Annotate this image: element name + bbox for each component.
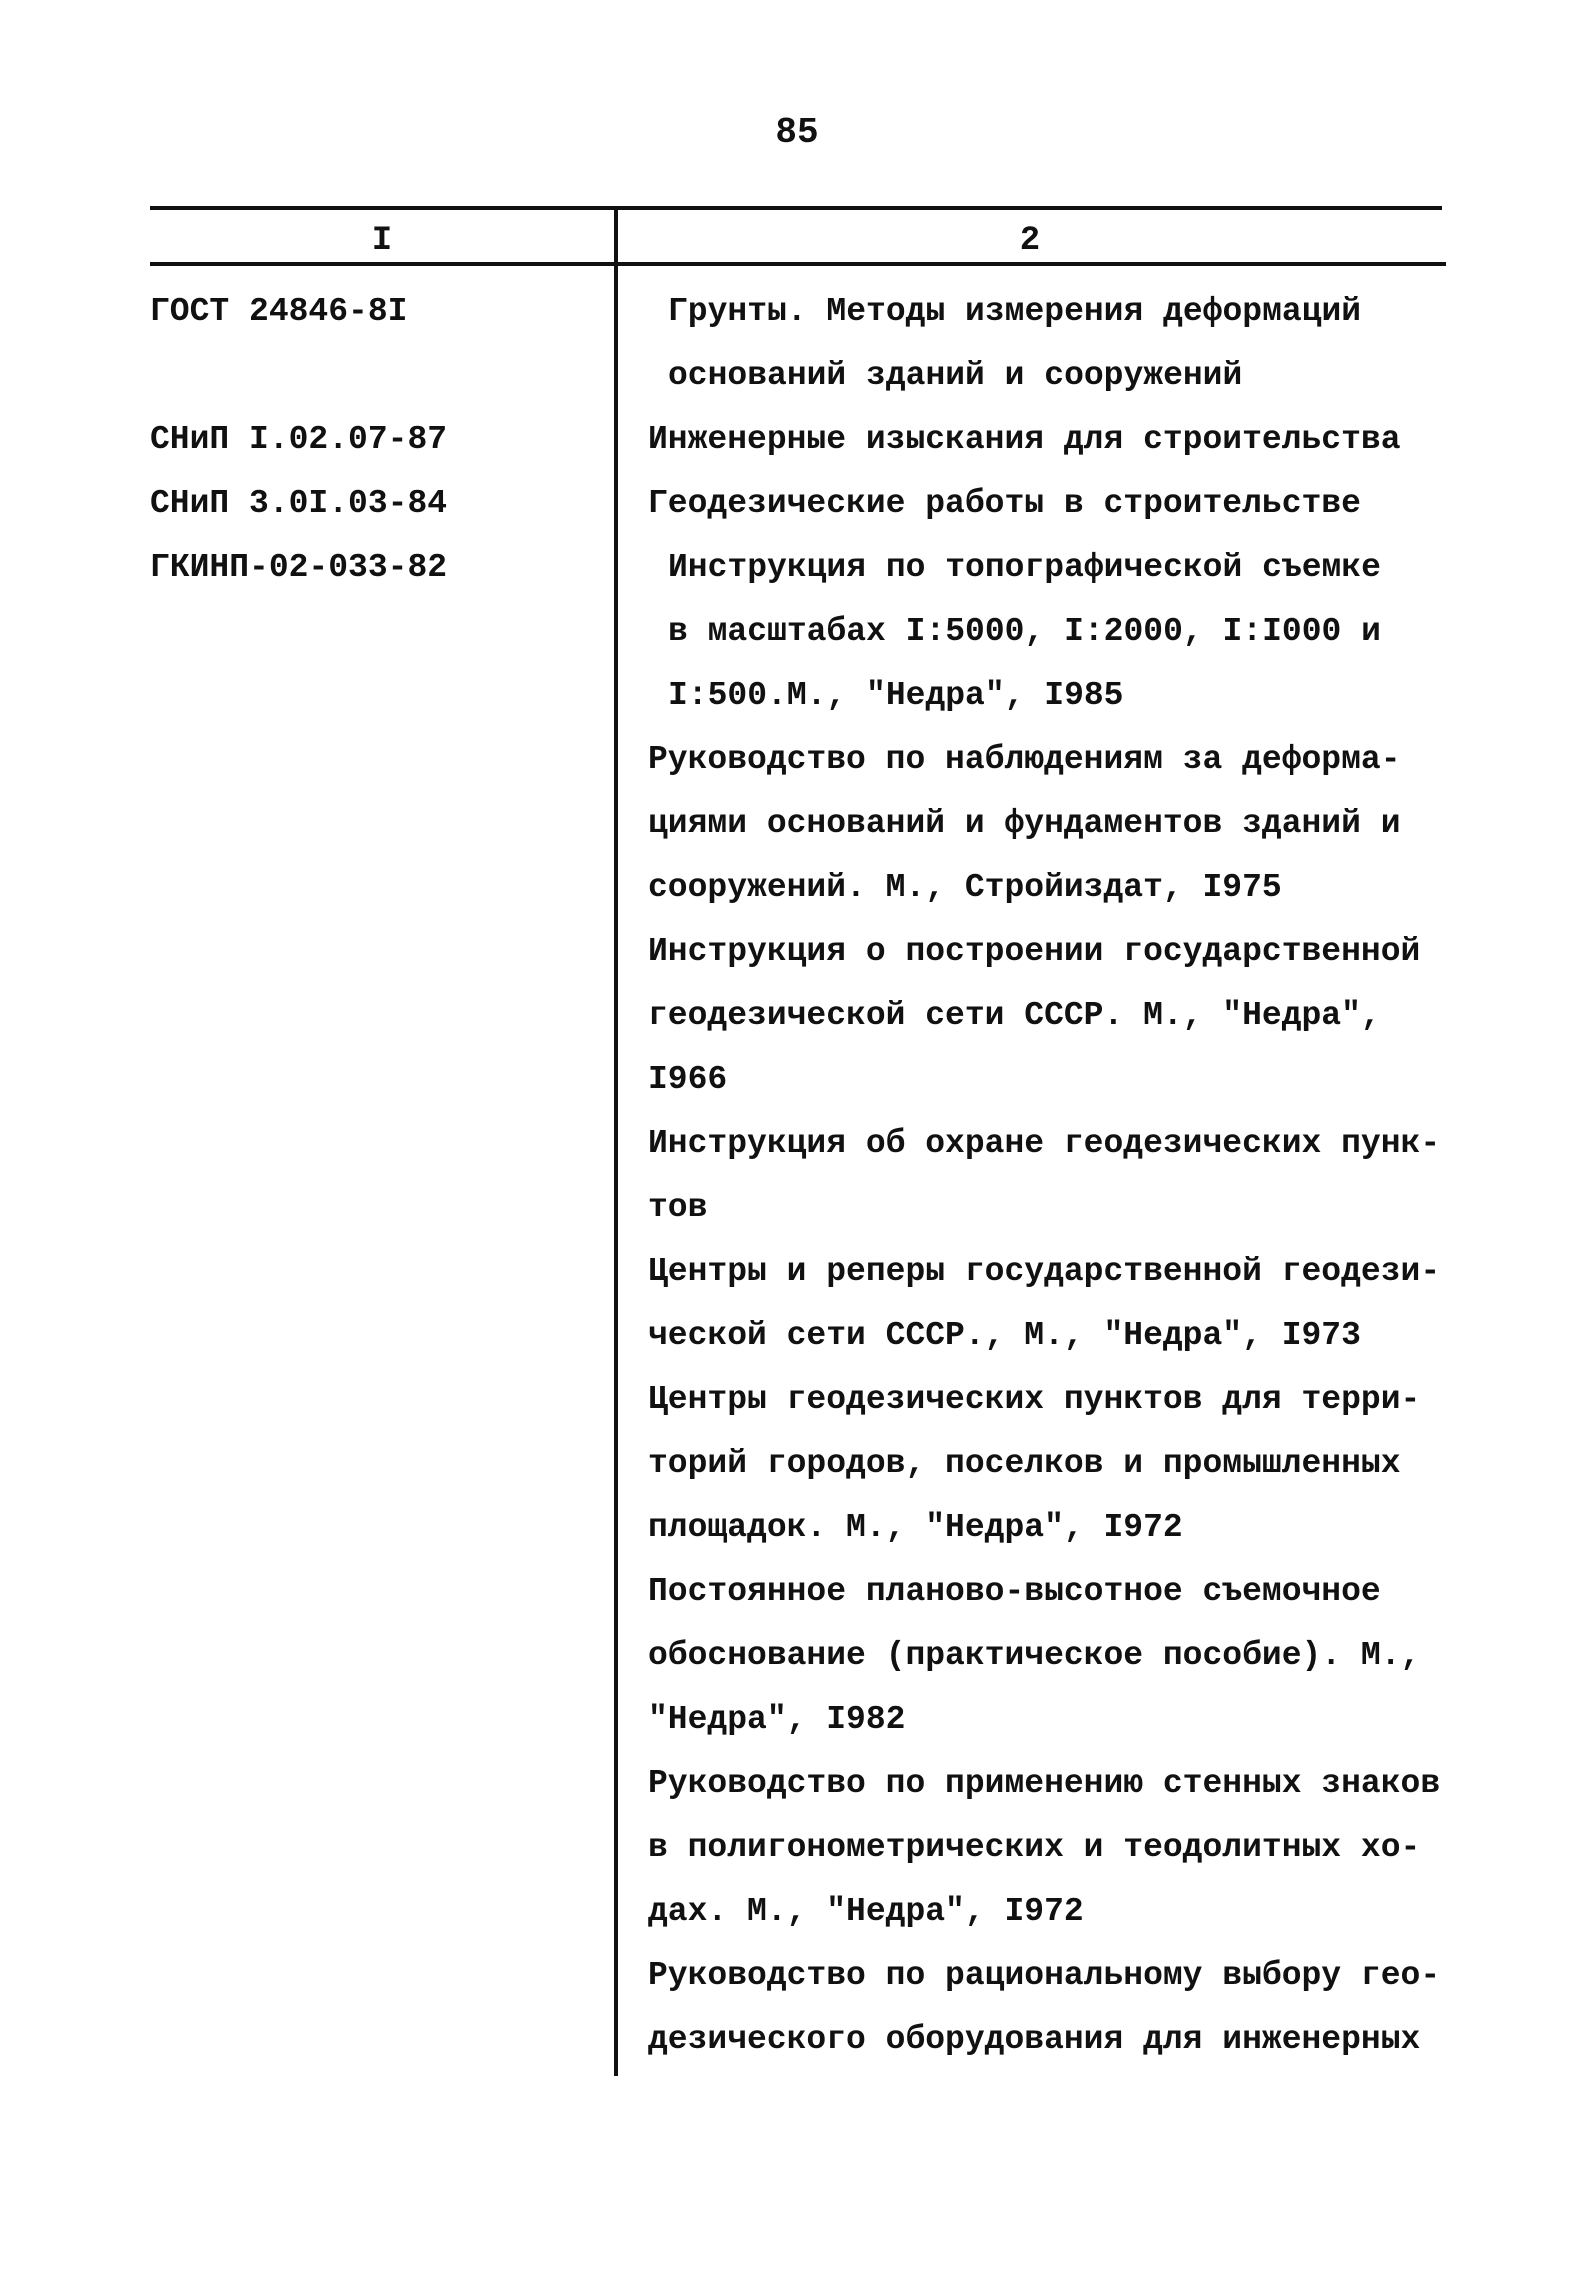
table-column-divider xyxy=(614,206,618,2076)
code-gost-24846: ГОСТ 24846-8I xyxy=(150,293,408,330)
description-item: Инструкция по топографической съемке в масштабах I:5000, I:2000, I:I000 и I:500.М., "Недра", I985 xyxy=(668,549,1381,714)
table-header-rule xyxy=(150,262,1446,266)
description-item: Центры и реперы государственной геодези- ческой сети СССР., М., "Недра", I973 xyxy=(648,1253,1441,1354)
description-item: Руководство по применению стенных знаков в полигонометрических и теодолитных хо- дах. М., "Недра", I972 xyxy=(648,1765,1441,1930)
description-item: Инструкция об охране геодезических пунк- тов xyxy=(648,1125,1441,1226)
description-item: Инженерные изыскания для строительства xyxy=(648,421,1401,458)
column-header-2: 2 xyxy=(1019,222,1041,260)
description-item: Руководство по рациональному выбору гео- дезического оборудования для инженерных xyxy=(648,1957,1441,2058)
code-gkinp-02-033: ГКИНП-02-033-82 xyxy=(150,549,448,586)
description-item: Геодезические работы в строительстве xyxy=(648,485,1361,522)
code-snip-3-01-03: СНиП 3.0I.03-84 xyxy=(150,485,448,522)
description-item: Постоянное планово-высотное съемочное обоснование (практическое пособие). М., "Недра", I982 xyxy=(648,1573,1421,1738)
table-top-rule xyxy=(150,206,1442,210)
description-item: Грунты. Методы измерения деформаций оснований зданий и сооружений xyxy=(668,293,1362,394)
column-header-1: I xyxy=(371,222,393,260)
code-snip-1-02-07: СНиП I.02.07-87 xyxy=(150,421,448,458)
description-item: Инструкция о построении государственной геодезической сети СССР. М., "Недра", I966 xyxy=(648,933,1421,1098)
description-item: Руководство по наблюдениям за деформа- циями оснований и фундаментов зданий и сооружений. М., Стройиздат, I975 xyxy=(648,741,1401,906)
description-item: Центры геодезических пунктов для терри- торий городов, поселков и промышленных площадок. М., "Недра", I972 xyxy=(648,1381,1421,1546)
page-number: 85 xyxy=(775,112,819,153)
